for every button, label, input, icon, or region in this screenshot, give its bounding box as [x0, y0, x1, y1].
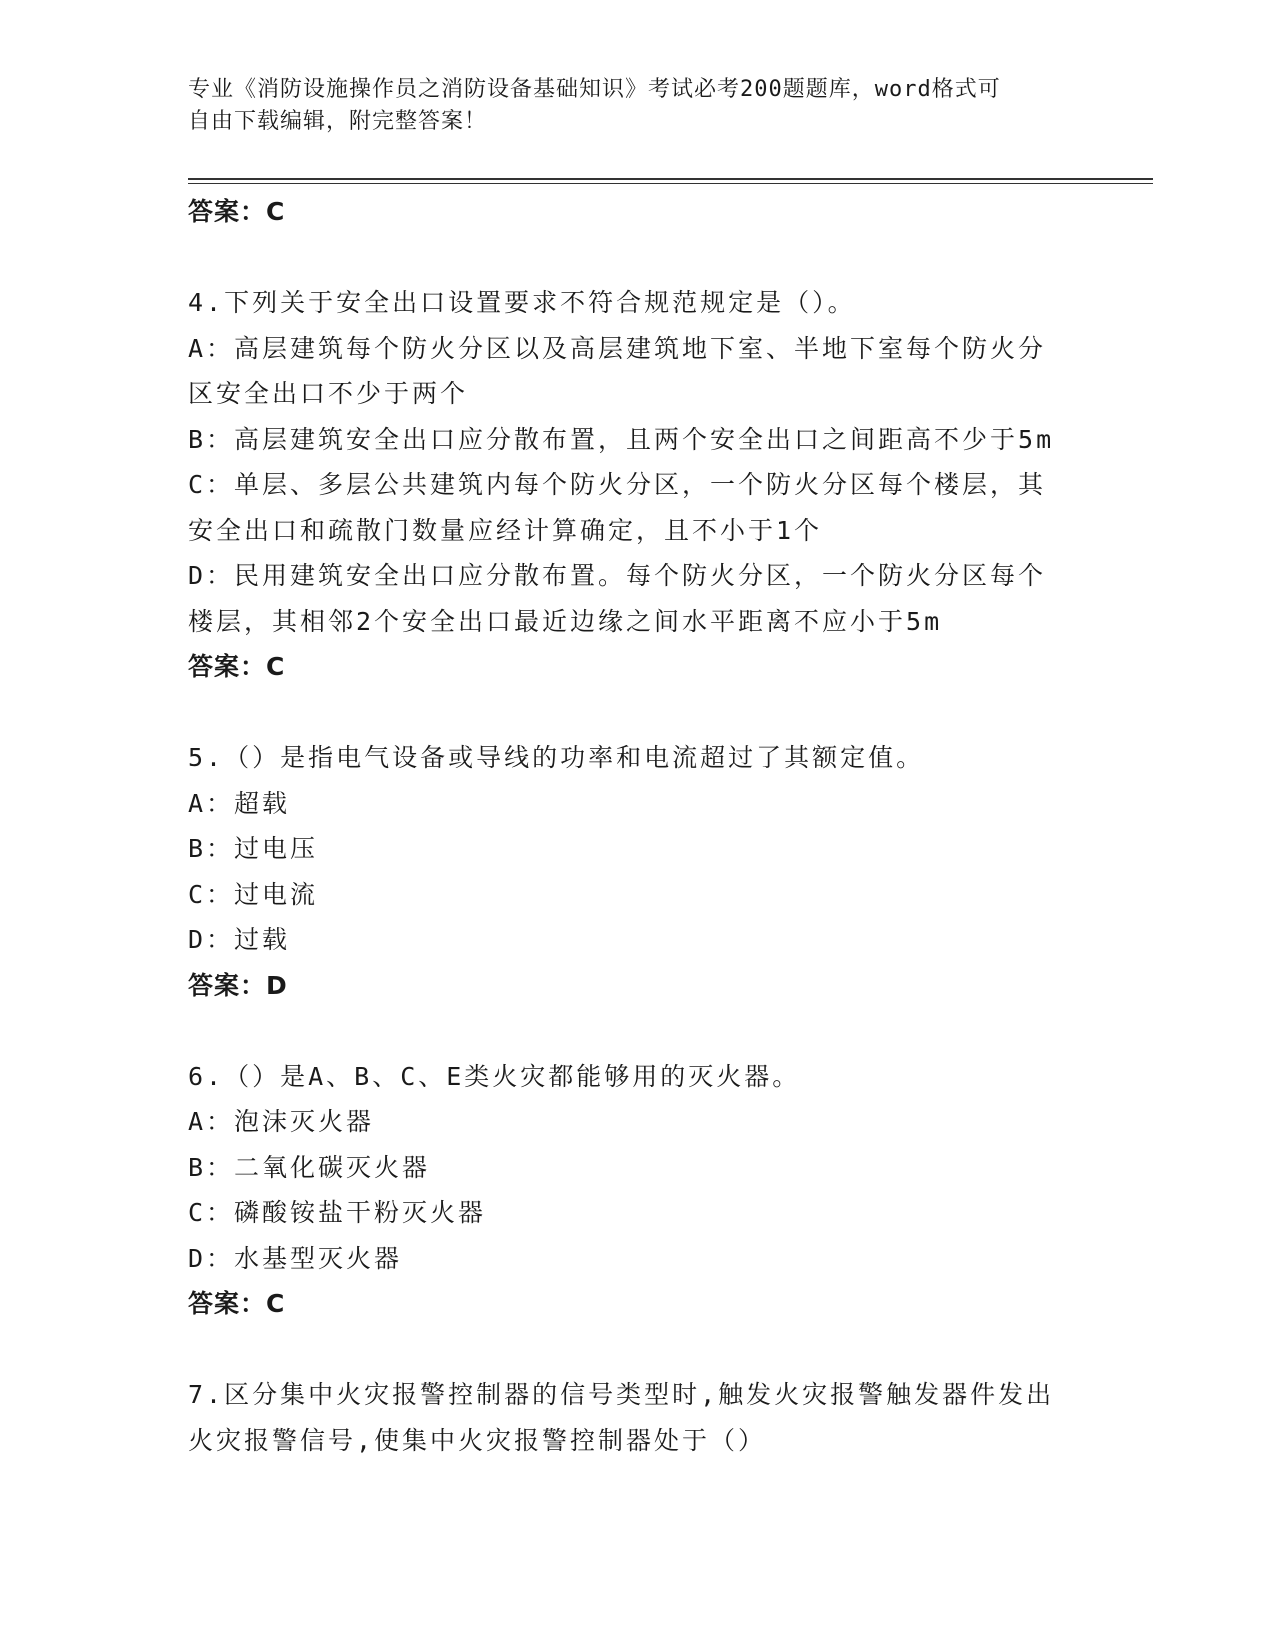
- option-c: C：单层、多层公共建筑内每个防火分区，一个防火分区每个楼层，其: [188, 470, 1047, 499]
- question-4: [188, 280, 1088, 690]
- option-c: C：磷酸铵盐干粉灭火器: [188, 1198, 487, 1227]
- question-7: [188, 1372, 1088, 1463]
- option-a: A：超载: [188, 788, 291, 818]
- spacer: [188, 690, 1088, 736]
- header-line-2: 自由下载编辑，附完整答案！: [188, 109, 488, 134]
- option-d: D：水基型灭火器: [188, 1243, 403, 1273]
- spacer: [188, 1327, 1088, 1373]
- previous-answer: 答案：C: [188, 197, 286, 226]
- question-6: [188, 1054, 1088, 1327]
- option-b: B：二氧化碳灭火器: [188, 1152, 431, 1182]
- question-stem: 6.（）是A、B、C、E类火灾都能够用的灭火器。: [188, 1061, 801, 1091]
- option-a-cont: 区安全出口不少于两个: [188, 379, 469, 408]
- option-c: C：过电流: [188, 879, 319, 909]
- question-stem: 4.下列关于安全出口设置要求不符合规范规定是（）。: [188, 288, 856, 317]
- option-d: D：民用建筑安全出口应分散布置。每个防火分区，一个防火分区每个: [188, 561, 1047, 590]
- page-header: [188, 74, 1088, 138]
- spacer: [188, 235, 1088, 281]
- option-d: D：过载: [188, 925, 291, 954]
- question-stem-cont: 火灾报警信号,使集中火灾报警控制器处于（）: [188, 1425, 767, 1455]
- header-rule-thick: [188, 178, 1153, 180]
- question-stem: 5.（）是指电气设备或导线的功率和电流超过了其额定值。: [188, 743, 925, 772]
- question-body: [188, 189, 1088, 1463]
- option-a: A：泡沫灭火器: [188, 1107, 375, 1136]
- option-a: A：高层建筑每个防火分区以及高层建筑地下室、半地下室每个防火分: [188, 333, 1047, 363]
- answer: 答案：D: [188, 970, 288, 1000]
- header-rule-thin: [188, 183, 1153, 184]
- header-line-1: 专业《消防设施操作员之消防设备基础知识》考试必考200题题库，word格式可: [188, 77, 1001, 102]
- question-stem: 7.区分集中火灾报警控制器的信号类型时,触发火灾报警触发器件发出: [188, 1380, 1055, 1409]
- option-b: B：过电压: [188, 834, 319, 863]
- question-5: [188, 735, 1088, 1008]
- answer: 答案：C: [188, 1289, 286, 1318]
- option-d-cont: 楼层，其相邻2个安全出口最近边缘之间水平距离不应小于5m: [188, 606, 943, 636]
- answer: 答案：C: [188, 652, 286, 681]
- spacer: [188, 1008, 1088, 1054]
- option-b: B：高层建筑安全出口应分散布置，且两个安全出口之间距高不少于5m: [188, 424, 1055, 454]
- option-c-cont: 安全出口和疏散门数量应经计算确定，且不小于1个: [188, 515, 823, 545]
